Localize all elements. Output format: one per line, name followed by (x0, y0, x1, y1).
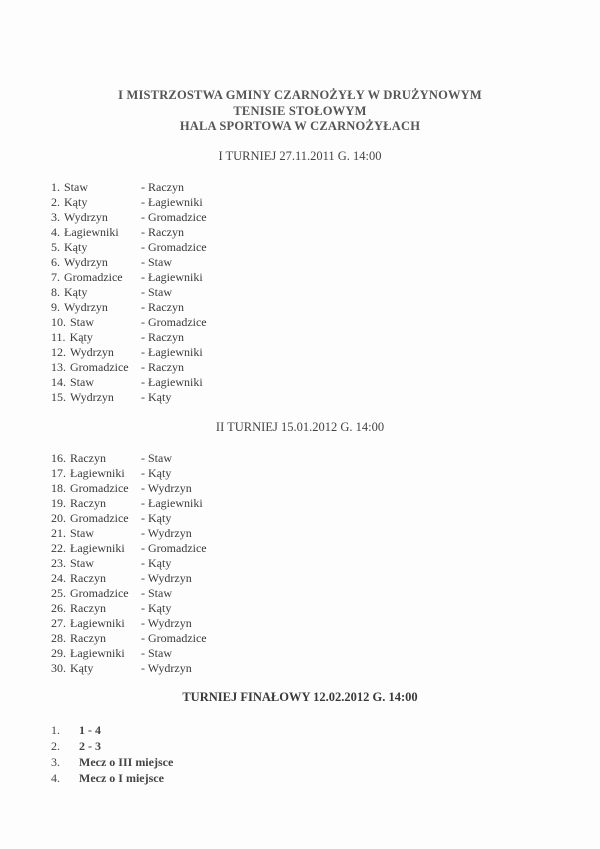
home-team: Kąty (64, 240, 88, 254)
home-team: Łagiewniki (70, 616, 125, 630)
match-number: 17. (51, 466, 66, 480)
away-team: - Raczyn (141, 360, 184, 374)
final-item-text: 2 - 3 (79, 739, 101, 753)
match-number: 4. (51, 225, 60, 239)
round-1-heading: I TURNIEJ 27.11.2011 G. 14:00 (218, 149, 382, 163)
final-item-text: Mecz o I miejsce (79, 771, 164, 785)
away-team: - Kąty (141, 601, 172, 615)
final-item (51, 722, 173, 738)
final-item-number: 2. (51, 739, 60, 753)
home-team: Gromadzice (70, 586, 129, 600)
home-team: Raczyn (70, 601, 106, 615)
final-item-number: 4. (51, 771, 60, 785)
match-number: 21. (51, 526, 66, 540)
match-row (51, 661, 192, 676)
home-team: Wydrzyn (64, 300, 108, 314)
home-team: Wydrzyn (64, 255, 108, 269)
home-team: Raczyn (70, 631, 106, 645)
home-team: Gromadzice (70, 511, 129, 525)
home-team: Raczyn (70, 451, 106, 465)
home-team: Kąty (64, 285, 88, 299)
home-team: Łagiewniki (70, 466, 125, 480)
home-team: Łagiewniki (70, 541, 125, 555)
match-row (51, 646, 172, 661)
away-team: - Raczyn (141, 300, 184, 314)
match-row (51, 511, 172, 526)
match-number: 11. (51, 330, 66, 344)
away-team: - Łagiewniki (141, 345, 203, 359)
final-item (51, 770, 173, 786)
match-row (51, 195, 203, 210)
match-row (51, 556, 172, 571)
home-team: Staw (70, 375, 94, 389)
home-team: Łagiewniki (70, 646, 125, 660)
away-team: - Gromadzice (141, 631, 207, 645)
match-row (51, 571, 192, 586)
final-item (51, 738, 173, 754)
home-team: Raczyn (70, 571, 106, 585)
match-number: 30. (51, 661, 66, 675)
document-title-line-3: HALA SPORTOWA W CZARNOŻYŁACH (179, 119, 421, 133)
away-team: - Łagiewniki (141, 195, 203, 209)
home-team: Kąty (69, 330, 93, 344)
match-number: 20. (51, 511, 66, 525)
home-team: Łagiewniki (64, 225, 119, 239)
home-team: Gromadzice (70, 481, 129, 495)
away-team: - Gromadzice (141, 315, 207, 329)
home-team: Wydrzyn (70, 390, 114, 404)
final-round-heading: TURNIEJ FINAŁOWY 12.02.2012 G. 14:00 (182, 690, 418, 704)
final-round-list (51, 722, 173, 786)
match-row (51, 526, 192, 541)
match-number: 27. (51, 616, 66, 630)
match-number: 24. (51, 571, 66, 585)
away-team: - Kąty (141, 390, 172, 404)
match-number: 6. (51, 255, 60, 269)
home-team: Kąty (64, 195, 88, 209)
match-number: 7. (51, 270, 60, 284)
match-row (51, 360, 184, 375)
away-team: - Raczyn (141, 330, 184, 344)
away-team: - Łagiewniki (141, 270, 203, 284)
match-row (51, 240, 207, 255)
match-number: 25. (51, 586, 66, 600)
match-row (51, 586, 172, 601)
match-row (51, 330, 184, 345)
match-number: 1. (51, 180, 60, 194)
home-team: Staw (70, 526, 94, 540)
match-number: 8. (51, 285, 60, 299)
match-row (51, 225, 184, 240)
home-team: Gromadzice (70, 360, 129, 374)
final-item-number: 3. (51, 755, 60, 769)
match-number: 5. (51, 240, 60, 254)
away-team: - Raczyn (141, 180, 184, 194)
match-row (51, 466, 172, 481)
match-number: 9. (51, 300, 60, 314)
match-number: 10. (51, 315, 66, 329)
final-item-text: 1 - 4 (79, 723, 101, 737)
match-row (51, 210, 207, 225)
away-team: - Wydrzyn (141, 571, 192, 585)
match-row (51, 180, 184, 195)
match-number: 14. (51, 375, 66, 389)
away-team: - Staw (141, 285, 172, 299)
match-row (51, 255, 172, 270)
match-number: 19. (51, 496, 66, 510)
home-team: Kąty (70, 661, 94, 675)
match-row (51, 451, 172, 466)
final-item-number: 1. (51, 723, 60, 737)
away-team: - Łagiewniki (141, 375, 203, 389)
document-title-line-2: TENISIE STOŁOWYM (233, 104, 367, 118)
match-row (51, 481, 192, 496)
away-team: - Staw (141, 451, 172, 465)
match-row (51, 541, 207, 556)
away-team: - Wydrzyn (141, 616, 192, 630)
match-row (51, 285, 172, 300)
round-1-match-list (51, 180, 207, 405)
match-row (51, 345, 203, 360)
match-number: 15. (51, 390, 66, 404)
away-team: - Staw (141, 586, 172, 600)
match-number: 13. (51, 360, 66, 374)
away-team: - Kąty (141, 511, 172, 525)
round-2-heading: II TURNIEJ 15.01.2012 G. 14:00 (215, 420, 385, 434)
away-team: - Gromadzice (141, 541, 207, 555)
away-team: - Łagiewniki (141, 496, 203, 510)
match-row (51, 375, 203, 390)
match-number: 28. (51, 631, 66, 645)
match-row (51, 496, 203, 511)
home-team: Raczyn (70, 496, 106, 510)
home-team: Staw (70, 315, 94, 329)
home-team: Staw (64, 180, 88, 194)
away-team: - Wydrzyn (141, 526, 192, 540)
final-item-text: Mecz o III miejsce (79, 755, 174, 769)
match-row (51, 616, 192, 631)
away-team: - Wydrzyn (141, 661, 192, 675)
home-team: Gromadzice (64, 270, 123, 284)
home-team: Wydrzyn (64, 210, 108, 224)
match-row (51, 631, 207, 646)
match-number: 26. (51, 601, 66, 615)
match-number: 18. (51, 481, 66, 495)
away-team: - Kąty (141, 466, 172, 480)
round-2-match-list (51, 451, 207, 676)
away-team: - Staw (141, 646, 172, 660)
match-number: 29. (51, 646, 66, 660)
away-team: - Gromadzice (141, 240, 207, 254)
match-number: 16. (51, 451, 66, 465)
match-number: 23. (51, 556, 66, 570)
match-row (51, 300, 184, 315)
away-team: - Gromadzice (141, 210, 207, 224)
away-team: - Staw (141, 255, 172, 269)
match-number: 3. (51, 210, 60, 224)
home-team: Wydrzyn (70, 345, 114, 359)
away-team: - Wydrzyn (141, 481, 192, 495)
document-title-line-1: I MISTRZOSTWA GMINY CZARNOŻYŁY W DRUŻYNOWYM (118, 88, 482, 102)
away-team: - Raczyn (141, 225, 184, 239)
away-team: - Kąty (141, 556, 172, 570)
match-row (51, 315, 207, 330)
match-number: 12. (51, 345, 66, 359)
final-item (51, 754, 173, 770)
home-team: Staw (70, 556, 94, 570)
match-row (51, 270, 203, 285)
match-row (51, 601, 172, 616)
match-number: 2. (51, 195, 60, 209)
match-row (51, 390, 172, 405)
match-number: 22. (51, 541, 66, 555)
